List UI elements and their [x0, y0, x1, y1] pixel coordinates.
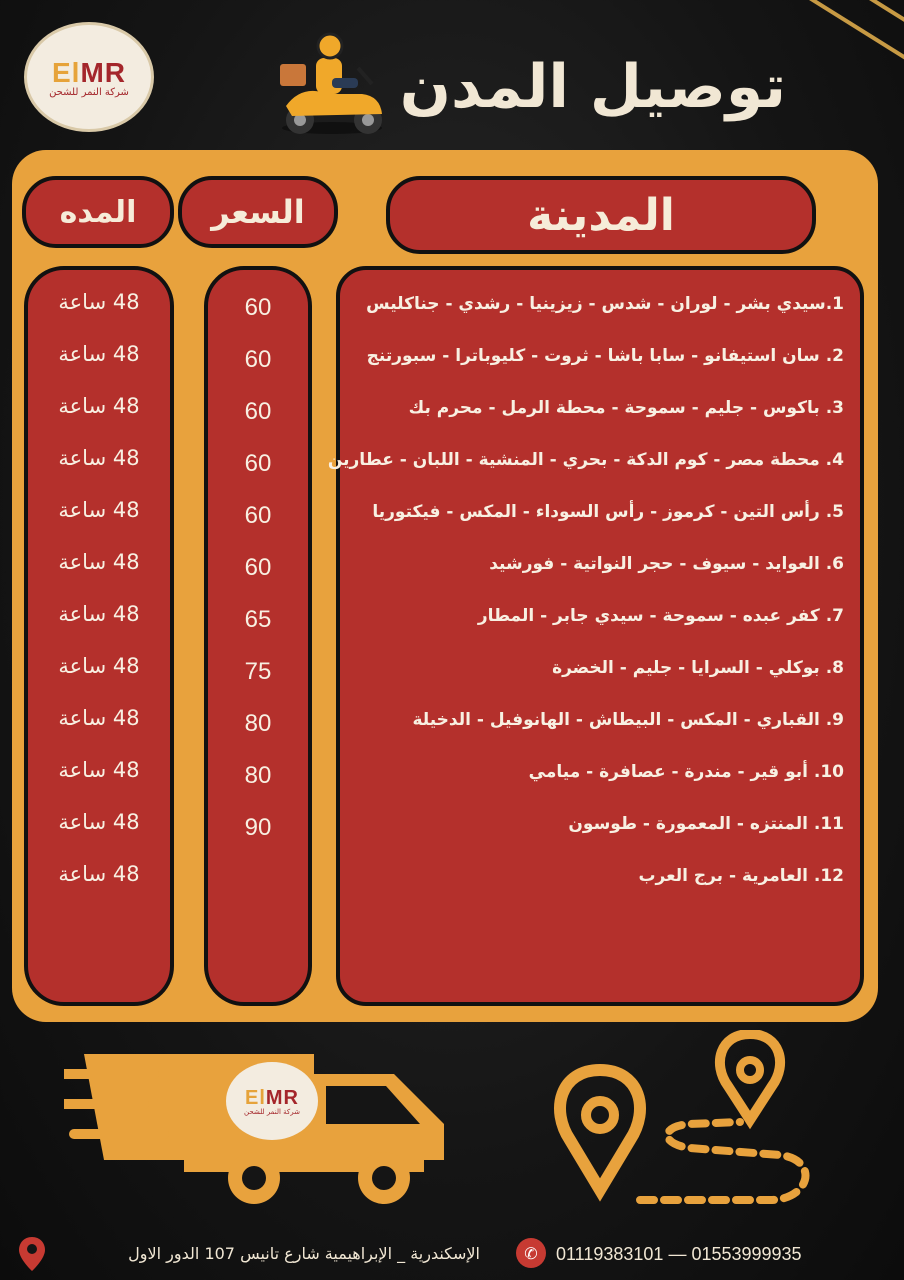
- price-cell: 60: [244, 502, 272, 529]
- city-row: 4. محطة مصر - كوم الدكة - بحري - المنشية - اللبان - عطارين: [327, 450, 844, 470]
- delivery-rider-icon: [272, 28, 392, 138]
- duration-cell: 48 ساعة: [58, 342, 140, 366]
- duration-cell: 48 ساعة: [58, 706, 140, 730]
- duration-cell: 48 ساعة: [58, 810, 140, 834]
- city-row: 10. أبو قير - مندرة - عصافرة - ميامي: [528, 762, 844, 782]
- price-cell: 90: [244, 814, 272, 841]
- truck-logo: [226, 1062, 318, 1140]
- price-cell: 65: [244, 606, 272, 633]
- logo-mark: ElMR: [244, 1086, 299, 1109]
- city-row: 3. باكوس - جليم - سموحة - محطة الرمل - محرم بك: [408, 398, 844, 418]
- city-row: 2. سان استيفانو - سابا باشا - ثروت - كليوباترا - سبورتنج: [366, 346, 844, 366]
- price-cell: 60: [244, 294, 272, 321]
- logo-subtitle: شركة النمر للشحن: [49, 86, 129, 98]
- price-board: [12, 150, 878, 1022]
- city-row: 8. بوكلي - السرايا - جليم - الخضرة: [552, 658, 844, 678]
- price-cell: 60: [244, 554, 272, 581]
- duration-cell: 48 ساعة: [58, 446, 140, 470]
- phone-icon: ✆: [516, 1238, 546, 1268]
- price-cell: 80: [244, 710, 272, 737]
- city-row: 12. العامرية - برج العرب: [638, 866, 844, 886]
- logo-subtitle: شركة النمر للشحن: [244, 1107, 300, 1116]
- price-cell: 60: [244, 450, 272, 477]
- city-row: 11. المنتزه - المعمورة - طوسون: [568, 814, 844, 834]
- duration-cell: 48 ساعة: [58, 394, 140, 418]
- page-title: توصيل المدن: [399, 52, 786, 122]
- location-pin-icon: [18, 1236, 46, 1272]
- city-row: 9. القباري - المكس - البيطاش - الهانوفيل - الدخيلة: [412, 710, 844, 730]
- footer-phones: 01119383101 — 01553999935: [556, 1244, 802, 1264]
- duration-column: [24, 266, 174, 1006]
- price-column: [204, 266, 312, 1006]
- duration-cell: 48 ساعة: [58, 602, 140, 626]
- price-cell: 80: [244, 762, 272, 789]
- price-cell: 60: [244, 398, 272, 425]
- duration-cell: 48 ساعة: [58, 758, 140, 782]
- city-column: [327, 266, 864, 1006]
- duration-cell: 48 ساعة: [58, 654, 140, 678]
- footer: [0, 1230, 904, 1280]
- city-row: 6. العوايد - سيوف - حجر النواتية - فورشيد: [489, 554, 844, 574]
- city-row: 5. رأس التين - كرموز - رأس السوداء - المكس - فيكتوريا: [372, 502, 844, 522]
- header-price: السعر: [178, 176, 338, 248]
- footer-address: الإسكندرية _ الإبراهيمية شارع تانيس 107 الدور الاول: [128, 1244, 480, 1263]
- header-duration: المده: [22, 176, 174, 248]
- duration-cell: 48 ساعة: [58, 550, 140, 574]
- logo-mark: ElMR: [51, 56, 126, 88]
- decorative-stripe: [799, 0, 904, 100]
- price-cell: 60: [244, 346, 272, 373]
- duration-cell: 48 ساعة: [58, 862, 140, 886]
- duration-cell: 48 ساعة: [58, 290, 140, 314]
- city-row: 7. كفر عبده - سموحة - سيدي جابر - المطار: [477, 606, 844, 626]
- brand-logo: [24, 22, 154, 132]
- price-cell: 75: [244, 658, 272, 685]
- map-route-icon: [540, 1030, 840, 1210]
- header-city: المدينة: [386, 176, 816, 254]
- city-row: 1.سيدي بشر - لوران - شدس - زيزينيا - رشدي - جناكليس: [366, 294, 844, 314]
- decorative-stripe: [859, 0, 904, 57]
- duration-cell: 48 ساعة: [58, 498, 140, 522]
